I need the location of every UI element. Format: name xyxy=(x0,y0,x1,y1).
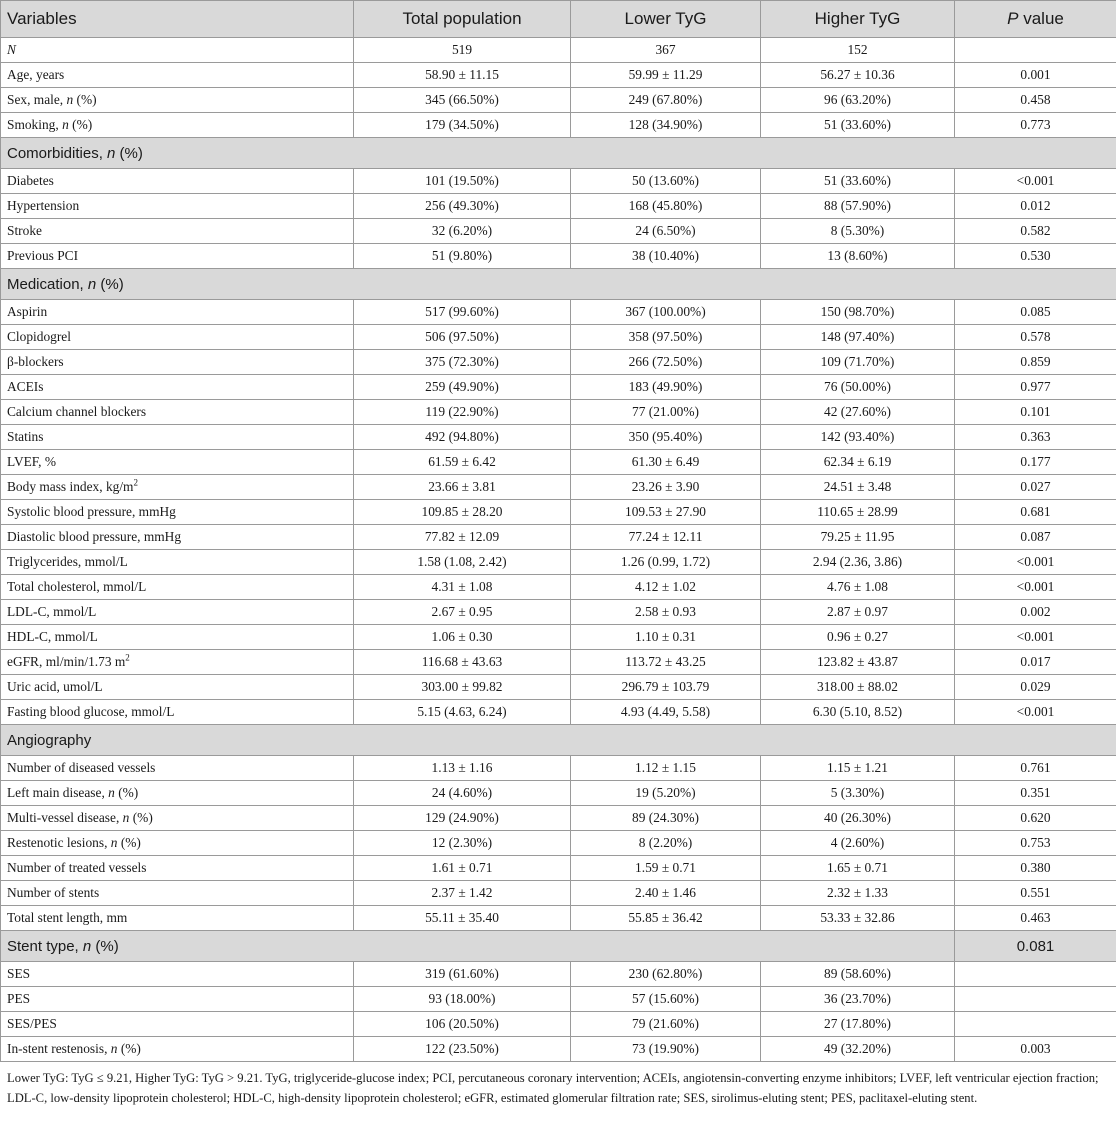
lower-tyg-cell: 77.24 ± 12.11 xyxy=(571,525,761,550)
variable-label: In-stent restenosis, n (%) xyxy=(1,1037,354,1062)
total-population-cell: 106 (20.50%) xyxy=(354,1012,571,1037)
lower-tyg-cell: 358 (97.50%) xyxy=(571,325,761,350)
p-value-cell: 0.351 xyxy=(955,781,1116,806)
p-value-cell: 0.363 xyxy=(955,425,1116,450)
variable-label: Restenotic lesions, n (%) xyxy=(1,831,354,856)
p-value-cell: 0.530 xyxy=(955,244,1116,269)
total-population-cell: 2.67 ± 0.95 xyxy=(354,600,571,625)
higher-tyg-cell: 49 (32.20%) xyxy=(761,1037,955,1062)
section-header-row xyxy=(1,931,1116,962)
table-row xyxy=(1,987,1116,1012)
variable-label: Left main disease, n (%) xyxy=(1,781,354,806)
table-row xyxy=(1,113,1116,138)
total-population-cell: 101 (19.50%) xyxy=(354,169,571,194)
total-population-cell: 303.00 ± 99.82 xyxy=(354,675,571,700)
variable-label: Aspirin xyxy=(1,300,354,325)
total-population-cell: 93 (18.00%) xyxy=(354,987,571,1012)
total-population-cell: 55.11 ± 35.40 xyxy=(354,906,571,931)
table-row xyxy=(1,219,1116,244)
header-total-population: Total population xyxy=(354,1,571,38)
table-header-row xyxy=(1,1,1116,38)
higher-tyg-cell: 318.00 ± 88.02 xyxy=(761,675,955,700)
table-body xyxy=(1,38,1116,1062)
section-title: Angiography xyxy=(1,725,1116,756)
higher-tyg-cell: 142 (93.40%) xyxy=(761,425,955,450)
total-population-cell: 109.85 ± 28.20 xyxy=(354,500,571,525)
lower-tyg-cell: 249 (67.80%) xyxy=(571,88,761,113)
lower-tyg-cell: 73 (19.90%) xyxy=(571,1037,761,1062)
variable-label: Total cholesterol, mmol/L xyxy=(1,575,354,600)
lower-tyg-cell: 1.59 ± 0.71 xyxy=(571,856,761,881)
table-row xyxy=(1,831,1116,856)
table-row xyxy=(1,500,1116,525)
p-value-cell: <0.001 xyxy=(955,625,1116,650)
table-row xyxy=(1,244,1116,269)
lower-tyg-cell: 230 (62.80%) xyxy=(571,962,761,987)
higher-tyg-cell: 40 (26.30%) xyxy=(761,806,955,831)
higher-tyg-cell: 88 (57.90%) xyxy=(761,194,955,219)
section-title: Stent type, n (%) xyxy=(1,931,955,962)
variable-label: Multi-vessel disease, n (%) xyxy=(1,806,354,831)
higher-tyg-cell: 109 (71.70%) xyxy=(761,350,955,375)
variable-label: Age, years xyxy=(1,63,354,88)
table-row xyxy=(1,756,1116,781)
p-value-cell: 0.001 xyxy=(955,63,1116,88)
p-value-cell: 0.085 xyxy=(955,300,1116,325)
variable-label: Number of treated vessels xyxy=(1,856,354,881)
variable-label: Fasting blood glucose, mmol/L xyxy=(1,700,354,725)
higher-tyg-cell: 76 (50.00%) xyxy=(761,375,955,400)
section-title: Medication, n (%) xyxy=(1,269,1116,300)
p-value-cell: 0.029 xyxy=(955,675,1116,700)
total-population-cell: 122 (23.50%) xyxy=(354,1037,571,1062)
total-population-cell: 61.59 ± 6.42 xyxy=(354,450,571,475)
variable-label: SES/PES xyxy=(1,1012,354,1037)
total-population-cell: 1.58 (1.08, 2.42) xyxy=(354,550,571,575)
lower-tyg-cell: 4.12 ± 1.02 xyxy=(571,575,761,600)
section-title: Comorbidities, n (%) xyxy=(1,138,1116,169)
higher-tyg-cell: 148 (97.40%) xyxy=(761,325,955,350)
p-value-cell: 0.681 xyxy=(955,500,1116,525)
higher-tyg-cell: 110.65 ± 28.99 xyxy=(761,500,955,525)
variable-label: Hypertension xyxy=(1,194,354,219)
total-population-cell: 179 (34.50%) xyxy=(354,113,571,138)
lower-tyg-cell: 57 (15.60%) xyxy=(571,987,761,1012)
table-row xyxy=(1,475,1116,500)
higher-tyg-cell: 2.87 ± 0.97 xyxy=(761,600,955,625)
total-population-cell: 4.31 ± 1.08 xyxy=(354,575,571,600)
table-row xyxy=(1,38,1116,63)
p-value-cell xyxy=(955,962,1116,987)
lower-tyg-cell: 367 (100.00%) xyxy=(571,300,761,325)
p-value-cell: 0.551 xyxy=(955,881,1116,906)
p-value-cell xyxy=(955,38,1116,63)
variable-label: ACEIs xyxy=(1,375,354,400)
total-population-cell: 1.06 ± 0.30 xyxy=(354,625,571,650)
higher-tyg-cell: 0.96 ± 0.27 xyxy=(761,625,955,650)
variable-label: Clopidogrel xyxy=(1,325,354,350)
table-row xyxy=(1,350,1116,375)
variable-label: LVEF, % xyxy=(1,450,354,475)
total-population-cell: 51 (9.80%) xyxy=(354,244,571,269)
section-header-row xyxy=(1,269,1116,300)
total-population-cell: 519 xyxy=(354,38,571,63)
variable-label: Uric acid, umol/L xyxy=(1,675,354,700)
header-higher-tyg: Higher TyG xyxy=(761,1,955,38)
lower-tyg-cell: 2.58 ± 0.93 xyxy=(571,600,761,625)
lower-tyg-cell: 55.85 ± 36.42 xyxy=(571,906,761,931)
table-row xyxy=(1,781,1116,806)
lower-tyg-cell: 109.53 ± 27.90 xyxy=(571,500,761,525)
higher-tyg-cell: 42 (27.60%) xyxy=(761,400,955,425)
higher-tyg-cell: 89 (58.60%) xyxy=(761,962,955,987)
total-population-cell: 506 (97.50%) xyxy=(354,325,571,350)
total-population-cell: 492 (94.80%) xyxy=(354,425,571,450)
higher-tyg-cell: 36 (23.70%) xyxy=(761,987,955,1012)
variable-label: Systolic blood pressure, mmHg xyxy=(1,500,354,525)
p-value-cell: <0.001 xyxy=(955,550,1116,575)
variable-label: PES xyxy=(1,987,354,1012)
table-row xyxy=(1,600,1116,625)
higher-tyg-cell: 51 (33.60%) xyxy=(761,169,955,194)
higher-tyg-cell: 4.76 ± 1.08 xyxy=(761,575,955,600)
variable-label: Number of stents xyxy=(1,881,354,906)
total-population-cell: 375 (72.30%) xyxy=(354,350,571,375)
variable-label: LDL-C, mmol/L xyxy=(1,600,354,625)
lower-tyg-cell: 38 (10.40%) xyxy=(571,244,761,269)
variable-label: Body mass index, $kg/m^2$ xyxy=(1,475,354,500)
higher-tyg-cell: 2.94 (2.36, 3.86) xyxy=(761,550,955,575)
p-value-cell: 0.087 xyxy=(955,525,1116,550)
p-value-cell: 0.002 xyxy=(955,600,1116,625)
lower-tyg-cell: 1.10 ± 0.31 xyxy=(571,625,761,650)
table-row xyxy=(1,806,1116,831)
total-population-cell: 256 (49.30%) xyxy=(354,194,571,219)
table-row xyxy=(1,575,1116,600)
higher-tyg-cell: 53.33 ± 32.86 xyxy=(761,906,955,931)
variable-label: Previous PCI xyxy=(1,244,354,269)
table-row xyxy=(1,700,1116,725)
lower-tyg-cell: 4.93 (4.49, 5.58) xyxy=(571,700,761,725)
table-row xyxy=(1,88,1116,113)
total-population-cell: 345 (66.50%) xyxy=(354,88,571,113)
variable-label: SES xyxy=(1,962,354,987)
p-value-cell: 0.003 xyxy=(955,1037,1116,1062)
table-row xyxy=(1,525,1116,550)
section-header-row xyxy=(1,138,1116,169)
higher-tyg-cell: 79.25 ± 11.95 xyxy=(761,525,955,550)
p-value-cell: 0.977 xyxy=(955,375,1116,400)
lower-tyg-cell: 23.26 ± 3.90 xyxy=(571,475,761,500)
lower-tyg-cell: 168 (45.80%) xyxy=(571,194,761,219)
higher-tyg-cell: 62.34 ± 6.19 xyxy=(761,450,955,475)
higher-tyg-cell: 6.30 (5.10, 8.52) xyxy=(761,700,955,725)
higher-tyg-cell: 51 (33.60%) xyxy=(761,113,955,138)
total-population-cell: 1.13 ± 1.16 xyxy=(354,756,571,781)
table-row xyxy=(1,906,1116,931)
table-row xyxy=(1,194,1116,219)
variable-label: Total stent length, mm xyxy=(1,906,354,931)
table-row xyxy=(1,375,1116,400)
table-row xyxy=(1,962,1116,987)
total-population-cell: 77.82 ± 12.09 xyxy=(354,525,571,550)
variable-label: Stroke xyxy=(1,219,354,244)
header-p-rest: value xyxy=(1018,9,1064,28)
table-row xyxy=(1,300,1116,325)
table-row xyxy=(1,63,1116,88)
table-row xyxy=(1,650,1116,675)
higher-tyg-cell: 4 (2.60%) xyxy=(761,831,955,856)
p-value-cell xyxy=(955,1012,1116,1037)
p-value-cell: <0.001 xyxy=(955,169,1116,194)
p-value-cell: 0.620 xyxy=(955,806,1116,831)
lower-tyg-cell: 59.99 ± 11.29 xyxy=(571,63,761,88)
higher-tyg-cell: 56.27 ± 10.36 xyxy=(761,63,955,88)
table-row xyxy=(1,550,1116,575)
variable-label: β-blockers xyxy=(1,350,354,375)
total-population-cell: 2.37 ± 1.42 xyxy=(354,881,571,906)
lower-tyg-cell: 24 (6.50%) xyxy=(571,219,761,244)
higher-tyg-cell: 96 (63.20%) xyxy=(761,88,955,113)
lower-tyg-cell: 61.30 ± 6.49 xyxy=(571,450,761,475)
variable-label: Sex, male, n (%) xyxy=(1,88,354,113)
higher-tyg-cell: 152 xyxy=(761,38,955,63)
p-value-cell xyxy=(955,987,1116,1012)
total-population-cell: 1.61 ± 0.71 xyxy=(354,856,571,881)
variable-label: Calcium channel blockers xyxy=(1,400,354,425)
table-row xyxy=(1,400,1116,425)
p-value-cell: 0.017 xyxy=(955,650,1116,675)
p-value-cell: 0.753 xyxy=(955,831,1116,856)
lower-tyg-cell: 367 xyxy=(571,38,761,63)
total-population-cell: 259 (49.90%) xyxy=(354,375,571,400)
total-population-cell: 5.15 (4.63, 6.24) xyxy=(354,700,571,725)
p-value-cell: 0.761 xyxy=(955,756,1116,781)
total-population-cell: 24 (4.60%) xyxy=(354,781,571,806)
higher-tyg-cell: 150 (98.70%) xyxy=(761,300,955,325)
p-value-cell: 0.027 xyxy=(955,475,1116,500)
variable-label: N xyxy=(1,38,354,63)
lower-tyg-cell: 1.26 (0.99, 1.72) xyxy=(571,550,761,575)
higher-tyg-cell: 13 (8.60%) xyxy=(761,244,955,269)
table-row xyxy=(1,450,1116,475)
table-row xyxy=(1,856,1116,881)
lower-tyg-cell: 79 (21.60%) xyxy=(571,1012,761,1037)
lower-tyg-cell: 183 (49.90%) xyxy=(571,375,761,400)
variable-label: Smoking, n (%) xyxy=(1,113,354,138)
variable-label: Statins xyxy=(1,425,354,450)
p-value-cell: 0.859 xyxy=(955,350,1116,375)
section-p-value: 0.081 xyxy=(955,931,1116,962)
higher-tyg-cell: 27 (17.80%) xyxy=(761,1012,955,1037)
variable-label: Diastolic blood pressure, mmHg xyxy=(1,525,354,550)
lower-tyg-cell: 350 (95.40%) xyxy=(571,425,761,450)
total-population-cell: 319 (61.60%) xyxy=(354,962,571,987)
lower-tyg-cell: 8 (2.20%) xyxy=(571,831,761,856)
variable-label: Number of diseased vessels xyxy=(1,756,354,781)
table-row xyxy=(1,675,1116,700)
lower-tyg-cell: 77 (21.00%) xyxy=(571,400,761,425)
table-row xyxy=(1,881,1116,906)
table-row xyxy=(1,169,1116,194)
total-population-cell: 119 (22.90%) xyxy=(354,400,571,425)
table-row xyxy=(1,1037,1116,1062)
variable-label: Diabetes xyxy=(1,169,354,194)
lower-tyg-cell: 296.79 ± 103.79 xyxy=(571,675,761,700)
p-value-cell: <0.001 xyxy=(955,700,1116,725)
lower-tyg-cell: 266 (72.50%) xyxy=(571,350,761,375)
table-row xyxy=(1,625,1116,650)
variable-label: eGFR, ml/min/1.73 $m^2$ xyxy=(1,650,354,675)
p-value-cell: 0.578 xyxy=(955,325,1116,350)
p-value-cell: 0.773 xyxy=(955,113,1116,138)
p-value-cell: 0.101 xyxy=(955,400,1116,425)
higher-tyg-cell: 8 (5.30%) xyxy=(761,219,955,244)
higher-tyg-cell: 1.65 ± 0.71 xyxy=(761,856,955,881)
lower-tyg-cell: 128 (34.90%) xyxy=(571,113,761,138)
lower-tyg-cell: 1.12 ± 1.15 xyxy=(571,756,761,781)
header-p-value xyxy=(955,1,1116,38)
total-population-cell: 58.90 ± 11.15 xyxy=(354,63,571,88)
lower-tyg-cell: 2.40 ± 1.46 xyxy=(571,881,761,906)
p-value-cell: <0.001 xyxy=(955,575,1116,600)
higher-tyg-cell: 5 (3.30%) xyxy=(761,781,955,806)
table-row xyxy=(1,425,1116,450)
header-variables: Variables xyxy=(1,1,354,38)
lower-tyg-cell: 50 (13.60%) xyxy=(571,169,761,194)
higher-tyg-cell: 123.82 ± 43.87 xyxy=(761,650,955,675)
table-row xyxy=(1,1012,1116,1037)
header-p-italic: P xyxy=(1007,9,1019,28)
higher-tyg-cell: 1.15 ± 1.21 xyxy=(761,756,955,781)
p-value-cell: 0.380 xyxy=(955,856,1116,881)
variable-label: Triglycerides, mmol/L xyxy=(1,550,354,575)
lower-tyg-cell: 89 (24.30%) xyxy=(571,806,761,831)
p-value-cell: 0.463 xyxy=(955,906,1116,931)
variable-label: HDL-C, mmol/L xyxy=(1,625,354,650)
table-footnote: Lower TyG: TyG ≤ 9.21, Higher TyG: TyG > 9.21. TyG, triglyceride-glucose index; PCI, percutaneous coronary intervention; ACEIs, angiotensin-converting enzyme inhibitors; LVEF, left ventricular ejection fraction; LDL-C, low-density lipoprotein cholesterol; HDL-C, high-density lipoprotein cholesterol; eGFR, estimated glomerular filtration rate; SES, sirolimus-eluting stent; PES, paclitaxel-eluting stent. xyxy=(7,1071,1099,1105)
p-value-cell: 0.458 xyxy=(955,88,1116,113)
total-population-cell: 32 (6.20%) xyxy=(354,219,571,244)
lower-tyg-cell: 19 (5.20%) xyxy=(571,781,761,806)
higher-tyg-cell: 24.51 ± 3.48 xyxy=(761,475,955,500)
total-population-cell: 116.68 ± 43.63 xyxy=(354,650,571,675)
total-population-cell: 517 (99.60%) xyxy=(354,300,571,325)
section-header-row xyxy=(1,725,1116,756)
p-value-cell: 0.582 xyxy=(955,219,1116,244)
total-population-cell: 12 (2.30%) xyxy=(354,831,571,856)
table-row xyxy=(1,325,1116,350)
total-population-cell: 129 (24.90%) xyxy=(354,806,571,831)
header-lower-tyg: Lower TyG xyxy=(571,1,761,38)
total-population-cell: 23.66 ± 3.81 xyxy=(354,475,571,500)
p-value-cell: 0.012 xyxy=(955,194,1116,219)
higher-tyg-cell: 2.32 ± 1.33 xyxy=(761,881,955,906)
lower-tyg-cell: 113.72 ± 43.25 xyxy=(571,650,761,675)
p-value-cell: 0.177 xyxy=(955,450,1116,475)
